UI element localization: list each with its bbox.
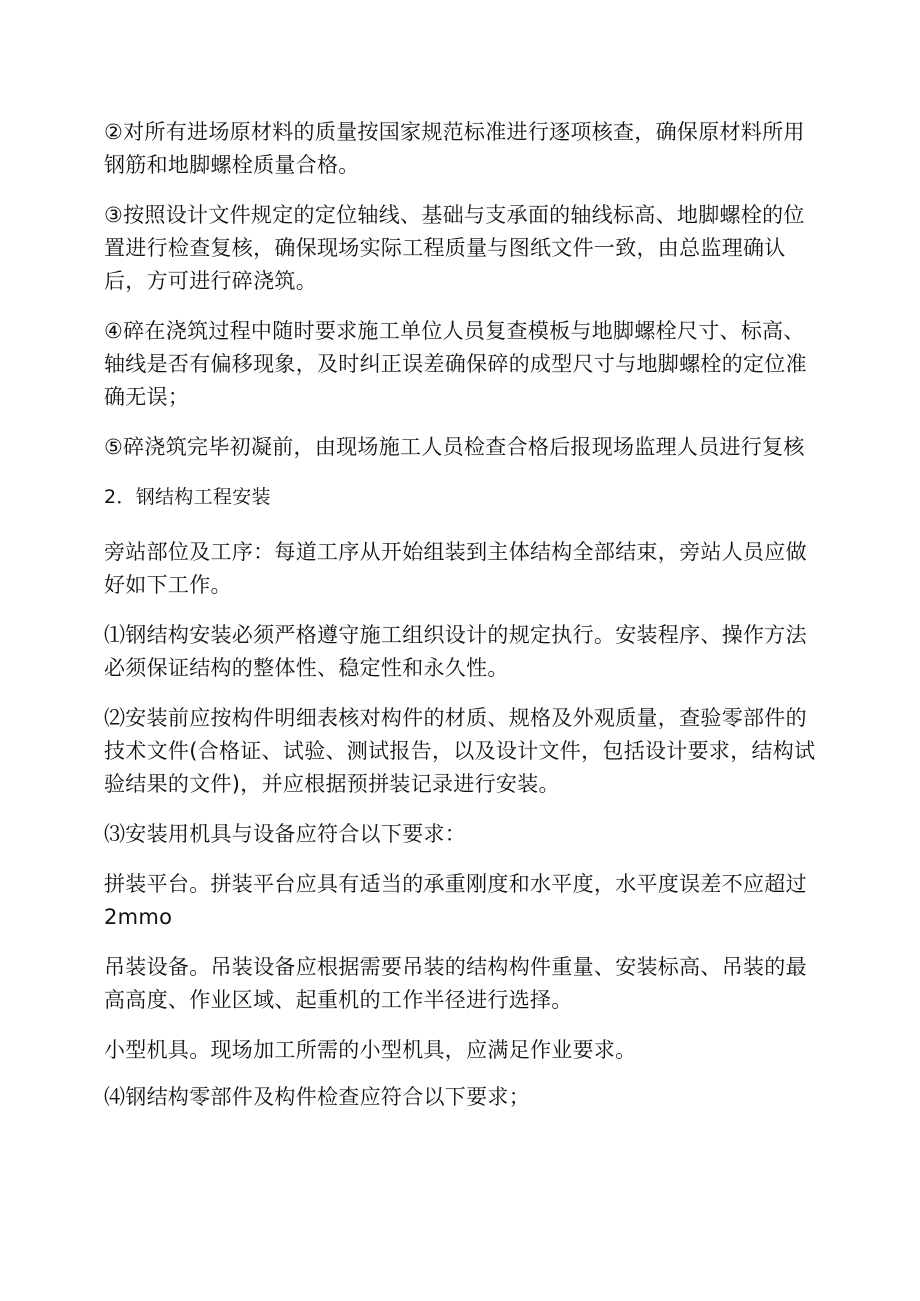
paragraph-small-tools: 小型机具。现场加工所需的小型机具，应满足作业要求。: [104, 1038, 637, 1062]
paragraph-initial-set-review: ⑤碎浇筑完毕初凝前，由现场施工人员检查合格后报现场监理人员进行复核: [104, 435, 805, 459]
list-item-1: ⑴钢结构安装必须严格遵守施工组织设计的规定执行。安装程序、操作方法必须保证结构的整体性、稳定性和永久性。: [104, 623, 807, 680]
paragraph-material-check: ②对所有进场原材料的质量按国家规范标准进行逐项核查，确保原材料所用钢筋和地脚螺栓质量合格。: [104, 120, 805, 177]
paragraph-supervision-scope: 旁站部位及工序：每道工序从开始组装到主体结构全部结束，旁站人员应做好如下工作。: [104, 540, 807, 597]
paragraph-pouring-inspection: ④碎在浇筑过程中随时要求施工单位人员复查模板与地脚螺栓尺寸、标高、轴线是否有偏移现象，及时纠正误差确保碎的成型尺寸与地脚螺栓的定位准确无误；: [104, 319, 807, 409]
document-body: [104, 116, 819, 1131]
list-item-3: ⑶安装用机具与设备应符合以下要求：: [104, 822, 467, 846]
paragraph-axis-recheck: ③按照设计文件规定的定位轴线、基础与支承面的轴线标高、地脚螺栓的位置进行检查复核，确保现场实际工程质量与图纸文件一致，由总监理确认后，方可进行碎浇筑。: [104, 203, 805, 293]
paragraph-assembly-platform: 拼装平台。拼装平台应具有适当的承重刚度和水平度，水平度误差不应超过2mmo: [104, 872, 807, 929]
section-heading-steel-installation: 2．钢结构工程安装: [104, 486, 271, 508]
list-item-4: ⑷钢结构零部件及构件检查应符合以下要求；: [104, 1085, 530, 1109]
paragraph-lifting-equipment: 吊装设备。吊装设备应根据需要吊装的结构构件重量、安装标高、吊装的最高高度、作业区域、起重机的工作半径进行选择。: [104, 955, 807, 1012]
list-item-2: ⑵安装前应按构件明细表核对构件的材质、规格及外观质量，查验零部件的技术文件(合格证、试验、测试报告，以及设计文件，包括设计要求，结构试验结果的文件)，并应根据预拼装记录进行安装。: [104, 706, 816, 796]
